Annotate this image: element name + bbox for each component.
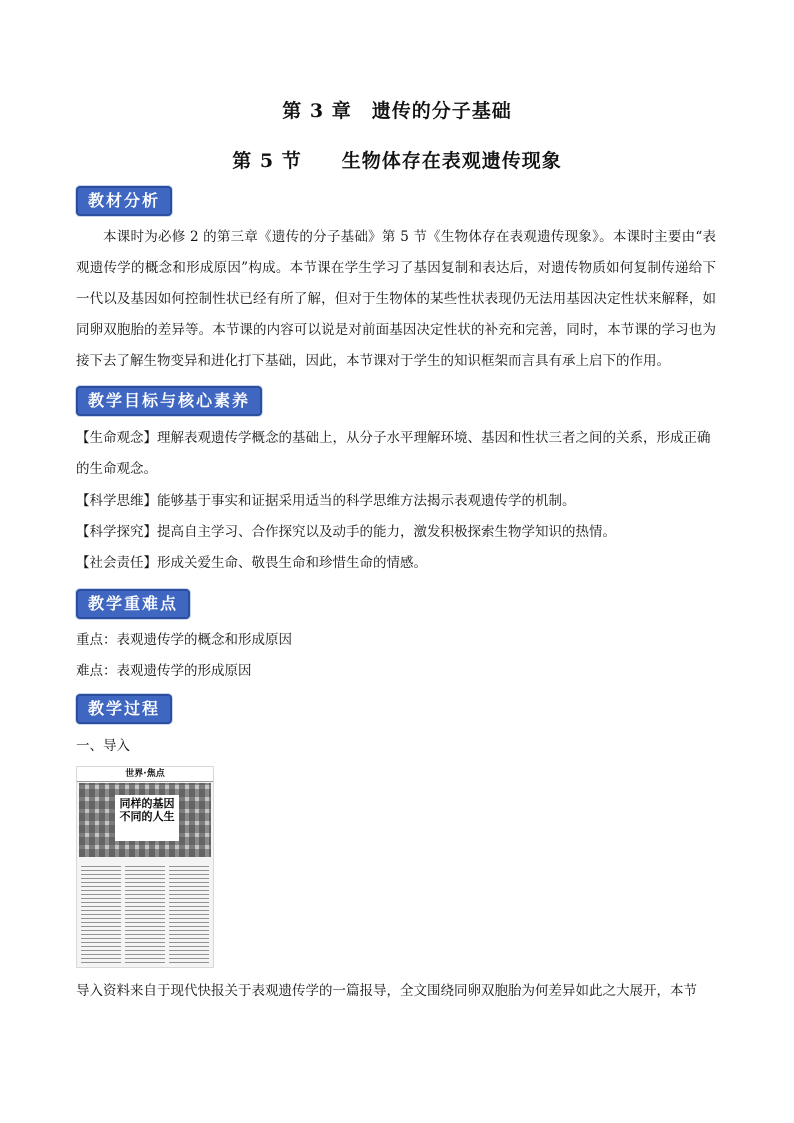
section-badge-key-points: 教学重难点 <box>76 589 190 619</box>
headline-line-2: 不同的人生 <box>119 810 175 823</box>
section-badge-goals: 教学目标与核心素养 <box>76 386 262 416</box>
key-point-text: 重点：表观遗传学的概念和形成原因 <box>76 632 292 648</box>
headline-line-1: 同样的基因 <box>119 797 175 810</box>
difficulty-text: 难点：表观遗传学的形成原因 <box>76 663 252 679</box>
goal-item-life-concept: 【生命观念】理解表观遗传学概念的基础上，从分子水平理解环境、基因和性状三者之间的关系，形成正确的生命观念。 <box>76 430 711 477</box>
process-intro-paragraph: 导入资料来自于现代快报关于表观遗传学的一篇报导，全文围绕同卵双胞胎为何差异如此之大展开，本节 <box>76 983 697 999</box>
column-divider <box>121 863 125 963</box>
section-badge-analysis: 教材分析 <box>76 186 172 216</box>
chapter-title: 第 3 章 遗传的分子基础 <box>282 100 512 122</box>
newspaper-headline <box>115 795 179 841</box>
newspaper-clipping-image <box>76 766 214 968</box>
newspaper-masthead: 世界·焦点 <box>77 767 213 782</box>
process-step-intro: 一、导入 <box>76 738 130 754</box>
section-title: 第 5 节 生物体存在表观遗传现象 <box>232 150 562 172</box>
column-divider <box>165 863 169 963</box>
analysis-paragraph: 本课时为必修 2 的第三章《遗传的分子基础》第 5 节《生物体存在表观遗传现象》。本课时主要由“表观遗传学的概念和形成原因”构成。本节课在学生学习了基因复制和表达后，对遗传物质如何复制传递给下一代以及基因如何控制性状已经有所了解，但对于生物体的某些性状表现仍无法用基因决定性状来解释，如同卵双胞胎的差异等。本节课的内容可以说是对前面基因决定性状的补充和完善，同时，本节课的学习也为接下去了解生物变异和进化打下基础，因此，本节课对于学生的知识框架而言具有承上启下的作用。 <box>76 229 716 369</box>
goal-item-scientific-inquiry: 【科学探究】提高自主学习、合作探究以及动手的能力，激发积极探索生物学知识的热情。 <box>76 524 616 540</box>
goal-item-social-responsibility: 【社会责任】形成关爱生命、敬畏生命和珍惜生命的情感。 <box>76 555 427 571</box>
section-badge-process: 教学过程 <box>76 694 172 724</box>
newspaper-text-columns <box>81 863 209 963</box>
goal-item-scientific-thinking: 【科学思维】能够基于事实和证据采用适当的科学思维方法揭示表观遗传学的机制。 <box>76 493 576 509</box>
